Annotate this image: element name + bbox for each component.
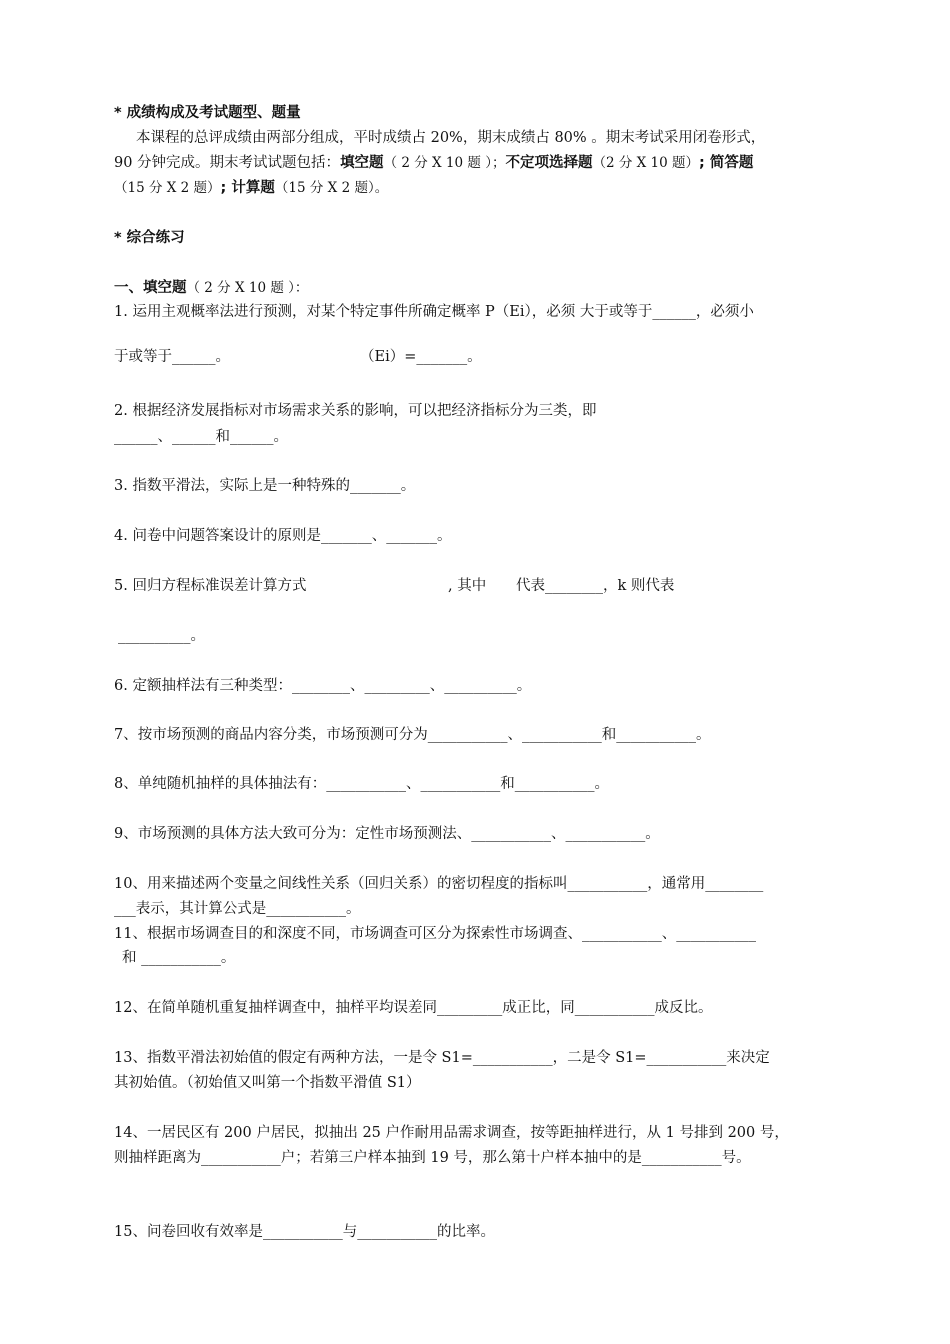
part-title-label: 一、填空题 — [114, 280, 187, 296]
question-6: 6. 定额抽样法有三种类型：________、_________、__________。 — [114, 678, 532, 694]
section-heading-exercises: * 综合练习 — [114, 230, 185, 246]
fill-blank-count: （ 2 分 X 10 题 ）； — [383, 155, 506, 171]
question-10-line-1: 10、用来描述两个变量之间线性关系（回归关系）的密切程度的指标叫___________，通常用________ — [114, 876, 764, 892]
question-5-part-b: , 其中 — [448, 578, 487, 594]
grading-paragraph-line-2 — [114, 156, 753, 171]
calculation-count: （15 分 X 2 题）。 — [274, 180, 389, 196]
short-answer-label: ; 简答题 — [699, 155, 754, 171]
multi-choice-count: （2 分 X 10 题） — [592, 155, 699, 171]
question-5-line-2: __________。 — [118, 628, 205, 644]
question-7: 7、按市场预测的商品内容分类，市场预测可分为___________、___________和___________。 — [114, 727, 711, 743]
question-5-part-c: 代表________，k 则代表 — [516, 578, 675, 594]
question-15: 15、问卷回收有效率是___________与___________的比率。 — [114, 1224, 495, 1240]
calculation-label: ; 计算题 — [220, 180, 275, 196]
question-14-line-2: 则抽样距离为___________户；若第三户样本抽到 19 号，那么第十户样本抽中的是___________号。 — [114, 1150, 751, 1166]
question-2-line-2: ______、______和______。 — [114, 429, 288, 445]
question-1-line-2a: 于或等于______。 — [114, 349, 230, 365]
grading-text: 90 分钟完成。期末考试试题包括： — [114, 155, 341, 171]
question-1-line-2b: （Ei）=_______。 — [360, 349, 482, 365]
part-title — [114, 281, 308, 296]
question-13-line-2: 其初始值。（初始值又叫第一个指数平滑值 S1） — [114, 1075, 421, 1091]
grading-paragraph-line-1: 本课程的总评成绩由两部分组成，平时成绩占 20%，期末成绩占 80% 。期末考试采用闭卷形式， — [136, 130, 766, 146]
question-11-line-2: 和 ___________。 — [122, 950, 236, 966]
question-11-line-1: 11、根据市场调查目的和深度不同，市场调查可区分为探索性市场调查、___________、___________ — [114, 926, 756, 942]
grading-paragraph-line-3 — [114, 181, 388, 196]
part-title-note: （ 2 分 X 10 题 ）： — [186, 280, 309, 296]
question-9: 9、市场预测的具体方法大致可分为：定性市场预测法、___________、___________。 — [114, 826, 660, 842]
question-14-line-1: 14、一居民区有 200 户居民，拟抽出 25 户作耐用品需求调查，按等距抽样进行，从 1 号排到 200 号， — [114, 1125, 789, 1141]
question-2-line-1: 2. 根据经济发展指标对市场需求关系的影响，可以把经济指标分为三类，即 — [114, 403, 597, 419]
short-answer-count: （15 分 X 2 题） — [114, 180, 221, 196]
question-10-line-2: ___表示，其计算公式是___________。 — [114, 901, 361, 917]
question-8: 8、单纯随机抽样的具体抽法有：___________、___________和___________。 — [114, 776, 609, 792]
question-12: 12、在简单随机重复抽样调查中，抽样平均误差同_________成正比，同___________成反比。 — [114, 1000, 713, 1016]
fill-blank-label: 填空题 — [340, 155, 384, 171]
section-heading-grading: * 成绩构成及考试题型、题量 — [114, 105, 301, 121]
multi-choice-label: 不定项选择题 — [505, 155, 593, 171]
question-13-line-1: 13、指数平滑法初始值的假定有两种方法，一是令 S1=___________，二是令 S1=___________来决定 — [114, 1050, 770, 1066]
question-3: 3. 指数平滑法，实际上是一种特殊的_______。 — [114, 478, 416, 494]
question-1-line-1: 1. 运用主观概率法进行预测，对某个特定事件所确定概率 P（Ei），必须 大于或等于______，必须小 — [114, 304, 754, 320]
question-5-part-a: 5. 回归方程标准误差计算方式 — [114, 578, 307, 594]
question-4: 4. 问卷中问题答案设计的原则是_______、_______。 — [114, 528, 452, 544]
